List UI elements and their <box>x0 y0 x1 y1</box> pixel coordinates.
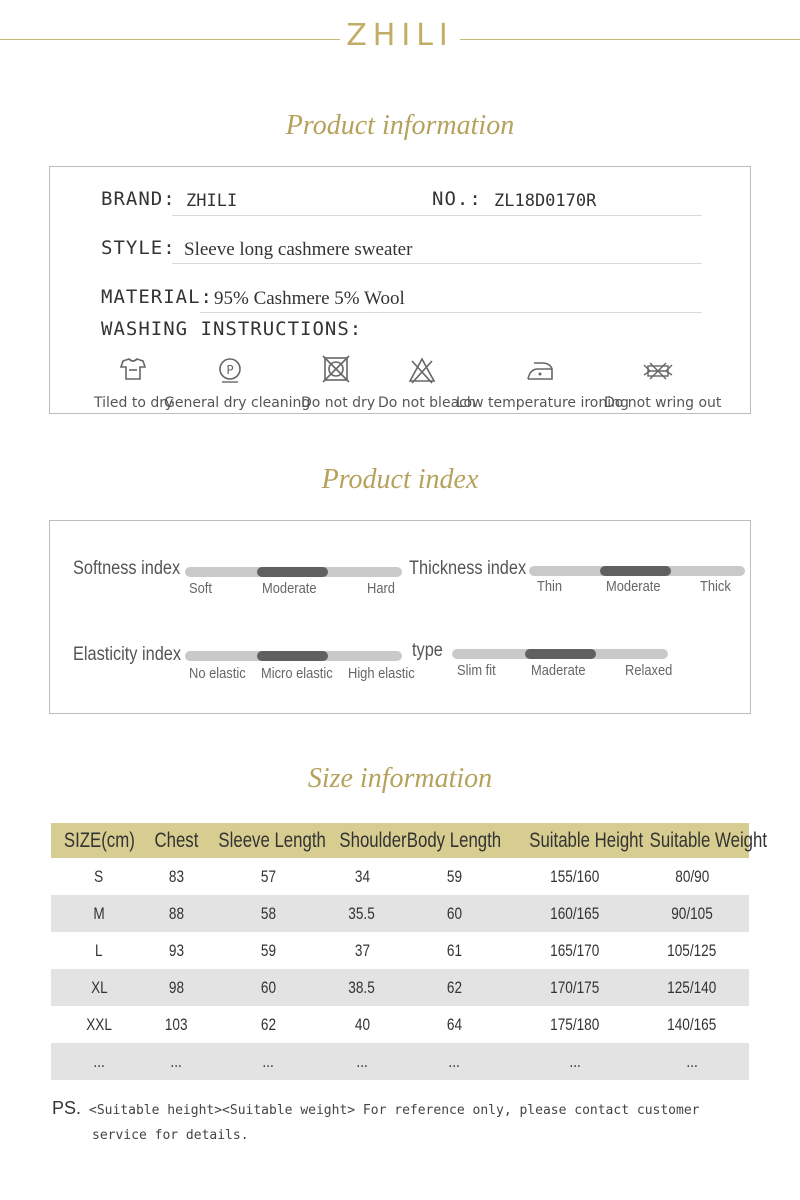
iron-low-icon <box>524 355 556 385</box>
table-row <box>51 969 749 1006</box>
wash-label-do-not-wring-out: Do not wring out <box>604 395 722 411</box>
cell-chest: 83 <box>168 866 184 886</box>
cell-size: XXL <box>86 1014 112 1034</box>
table-row <box>51 1043 749 1080</box>
wash-label-low-temperature-ironing: Low temperature ironing <box>456 395 629 411</box>
table-row <box>51 858 749 895</box>
cell-sleeve: 58 <box>205 895 331 932</box>
style-value: Sleeve long cashmere sweater <box>184 239 413 260</box>
cell-weight: 80/90 <box>674 866 710 886</box>
cell-height: 165/170 <box>550 940 600 960</box>
washing-label: WASHING INSTRUCTIONS: <box>101 318 363 340</box>
type-option-slim-fit: Slim fit <box>457 662 496 679</box>
brand-underline <box>172 215 702 216</box>
cell-height: 160/165 <box>515 895 635 932</box>
cell-shoulder: 37 <box>354 940 370 960</box>
cell-body: 61 <box>446 940 462 960</box>
cell-size: XL <box>51 969 147 1006</box>
material-label: MATERIAL: <box>101 286 213 308</box>
cell-sleeve: 62 <box>260 1014 276 1034</box>
softness-index-label: Softness index <box>73 558 181 579</box>
product-information-title: Product information <box>285 110 515 141</box>
elasticity-option-micro-elastic: Micro elastic <box>261 665 333 682</box>
cell-chest: 88 <box>147 895 205 932</box>
shirt-dry-flat-icon <box>117 355 149 385</box>
cell-size: L <box>95 940 103 960</box>
cell-height: 170/175 <box>515 969 635 1006</box>
header-rule-right <box>460 39 800 40</box>
thickness-option-moderate: Moderate <box>606 578 661 595</box>
header-suitable-weight: Suitable Weight <box>635 823 749 858</box>
elasticity-option-high-elastic: High elastic <box>348 665 415 682</box>
thickness-selected-bar <box>600 566 671 576</box>
style-label: STYLE: <box>101 237 176 259</box>
cell-chest: 103 <box>164 1014 188 1034</box>
wash-label-tiled-to-dry: Tiled to dry <box>94 395 174 411</box>
cell-shoulder: 34 <box>354 866 370 886</box>
cell-shoulder: ... <box>331 1043 393 1080</box>
type-index-label: type <box>412 640 443 661</box>
header-chest: Chest <box>147 823 205 858</box>
cell-sleeve: 60 <box>205 969 331 1006</box>
cell-weight: 105/125 <box>667 940 717 960</box>
header-size: SIZE(cm) <box>51 823 147 858</box>
thickness-index-label: Thickness index <box>409 558 527 579</box>
cell-chest: ... <box>147 1043 205 1080</box>
cell-size: S <box>94 866 104 886</box>
header-suitable-height: Suitable Height <box>515 823 635 858</box>
do-not-wring-icon <box>642 355 674 385</box>
wash-label-do-not-dry: Do not dry <box>301 395 376 411</box>
cell-body: 59 <box>446 866 462 886</box>
brand-logo: ZHILI <box>346 18 454 53</box>
softness-option-moderate: Moderate <box>262 580 317 597</box>
brand-value: ZHILI <box>186 191 238 211</box>
ps-note-line1: <Suitable height><Suitable weight> For reference only, please contact customer <box>89 1103 700 1118</box>
elasticity-option-no-elastic: No elastic <box>189 665 246 682</box>
softness-option-soft: Soft <box>189 580 212 597</box>
cell-body: 64 <box>446 1014 462 1034</box>
cell-sleeve: 57 <box>260 866 276 886</box>
cell-shoulder: 40 <box>354 1014 370 1034</box>
ps-label: PS. <box>52 1098 82 1118</box>
table-row <box>51 895 749 932</box>
cell-weight: 125/140 <box>635 969 749 1006</box>
elasticity-selected-bar <box>257 651 328 661</box>
material-underline <box>200 312 702 313</box>
material-value: 95% Cashmere 5% Wool <box>214 288 405 309</box>
cell-weight: 140/165 <box>667 1014 717 1034</box>
cell-size: M <box>51 895 147 932</box>
type-option-maderate: Maderate <box>531 662 586 679</box>
cell-weight: ... <box>635 1043 749 1080</box>
softness-selected-bar <box>257 567 328 577</box>
cell-shoulder: 35.5 <box>331 895 393 932</box>
product-index-box <box>49 520 751 714</box>
cell-size: ... <box>51 1043 147 1080</box>
do-not-bleach-icon <box>406 355 438 385</box>
svg-text:P: P <box>226 363 234 377</box>
cell-body: 60 <box>393 895 515 932</box>
size-information-title: Size information <box>307 763 493 794</box>
cell-weight: 90/105 <box>635 895 749 932</box>
type-option-relaxed: Relaxed <box>625 662 673 679</box>
type-selected-bar <box>525 649 596 659</box>
header-sleeve-length: Sleeve Length <box>205 823 331 858</box>
brand-label: BRAND: <box>101 188 176 210</box>
no-label: NO.: <box>432 188 482 210</box>
elasticity-index-label: Elasticity index <box>73 644 182 665</box>
no-value: ZL18D0170R <box>494 191 597 211</box>
wash-label-general-dry-cleaning: General dry cleaning <box>164 395 311 411</box>
header-rule-left <box>0 39 340 40</box>
thickness-option-thick: Thick <box>700 578 731 595</box>
wash-label-do-not-bleach: Do not bleach <box>378 395 476 411</box>
cell-height: 175/180 <box>550 1014 600 1034</box>
cell-height: 155/160 <box>550 866 600 886</box>
ps-note-line2: service for details. <box>92 1128 249 1143</box>
cell-sleeve: 59 <box>260 940 276 960</box>
table-row <box>51 1006 749 1043</box>
style-underline <box>172 263 702 264</box>
softness-option-hard: Hard <box>367 580 395 597</box>
table-row <box>51 932 749 969</box>
thickness-option-thin: Thin <box>537 578 563 595</box>
header-body-length: Body Length <box>393 823 515 858</box>
cell-body: ... <box>393 1043 515 1080</box>
cell-height: ... <box>515 1043 635 1080</box>
cell-sleeve: ... <box>205 1043 331 1080</box>
cell-body: 62 <box>393 969 515 1006</box>
size-table-header <box>51 823 749 858</box>
size-table <box>51 823 768 1080</box>
dry-clean-p-icon <box>214 355 246 385</box>
cell-chest: 98 <box>147 969 205 1006</box>
cell-shoulder: 38.5 <box>331 969 393 1006</box>
header-shoulder: Shoulder <box>331 823 393 858</box>
product-index-title: Product index <box>321 464 479 495</box>
do-not-tumble-dry-icon <box>320 355 352 385</box>
cell-chest: 93 <box>168 940 184 960</box>
